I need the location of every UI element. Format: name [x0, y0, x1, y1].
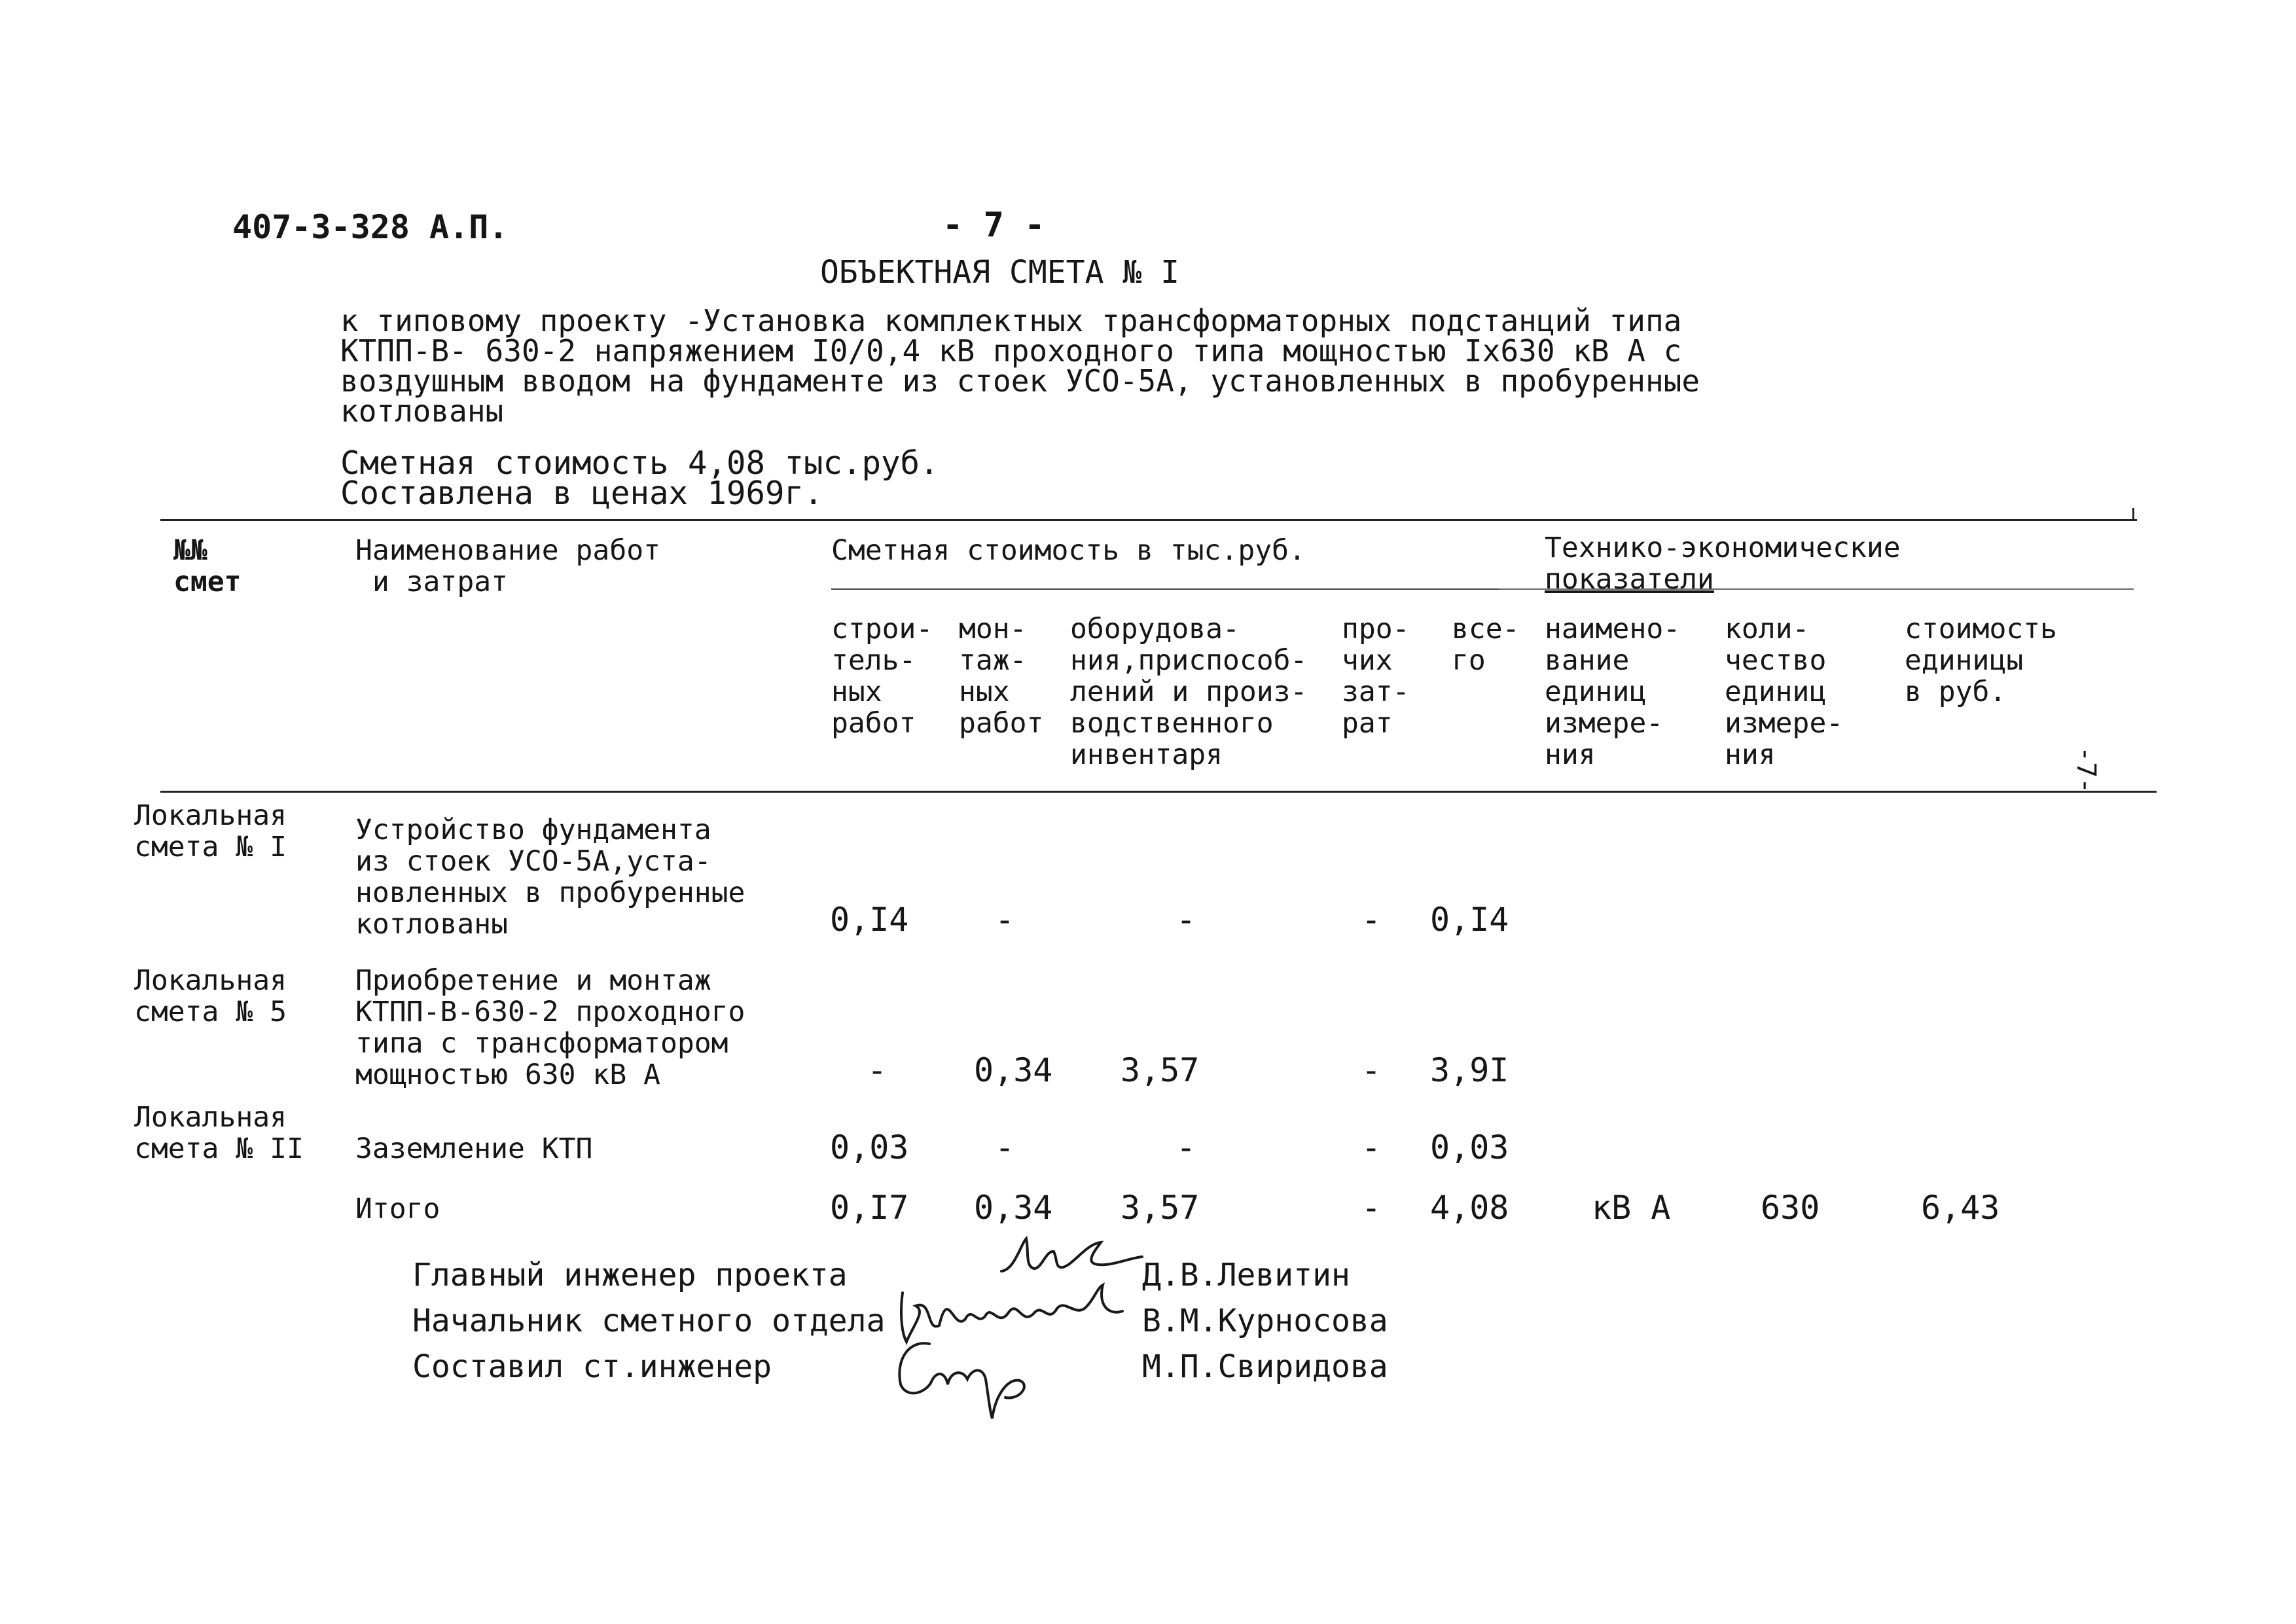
- estimated-cost: Сметная стоимость 4,08 тыс.руб.: [340, 444, 939, 482]
- cost-group-rule: [831, 588, 1499, 590]
- column-group-estimated-cost: Сметная стоимость в тыс.руб.: [831, 534, 1306, 567]
- cell-total: 4,08: [1430, 1189, 1509, 1227]
- signature-role: Начальник сметного отдела: [412, 1303, 886, 1339]
- signatory-name: В.М.Курносова: [1142, 1303, 1388, 1339]
- intro-line: котлованы: [340, 393, 504, 429]
- signatory-name: М.П.Свиридова: [1142, 1348, 1388, 1385]
- row-work-name: Приобретение и монтаж КТПП-В-630-2 проходного типа с трансформатором мощностью 630 кВ А: [355, 964, 745, 1091]
- signature-names: [1142, 1252, 1388, 1390]
- cell-installation: 0,34: [974, 1051, 1053, 1089]
- column-header-construction: строи- тель- ных работ: [831, 613, 933, 740]
- row-estimate-label: Локальная смета № I: [134, 799, 287, 863]
- row-work-name: Заземление КТП: [355, 1132, 593, 1165]
- handwritten-signature-chief-engineer: [995, 1231, 1145, 1283]
- column-header-unit-quantity: коли- чество единиц измере- ния: [1725, 613, 1844, 771]
- row-estimate-label: Локальная смета № 5: [134, 964, 287, 1028]
- cell-other: -: [1361, 1128, 1382, 1166]
- margin-page-mark: -7-: [2071, 746, 2101, 794]
- column-group-tech-indicators: Технико-экономические показатели: [1545, 532, 1901, 596]
- signatory-name: Д.В.Левитин: [1142, 1257, 1350, 1293]
- page-number: - 7 -: [942, 206, 1045, 245]
- signature-roles: [412, 1252, 885, 1390]
- cell-construction: 0,I7: [830, 1189, 909, 1227]
- cell-equipment: -: [1176, 1128, 1196, 1166]
- table-top-rule-tick: [2132, 508, 2134, 521]
- cell-construction: 0,I4: [830, 901, 909, 939]
- cell-installation: 0,34: [974, 1189, 1053, 1227]
- column-header-equipment: оборудова- ния,приспособ- лений и произ- водственного инвентаря: [1070, 613, 1308, 771]
- row-estimate-label: Локальная смета № II: [134, 1101, 304, 1165]
- handwritten-signature-engineer: [890, 1332, 1041, 1424]
- cell-unit-name: кВ А: [1592, 1189, 1671, 1227]
- cell-construction: -: [867, 1051, 888, 1089]
- column-header-unit-name: наимено- вание единиц измере- ния: [1545, 613, 1681, 771]
- cell-construction: 0,03: [830, 1128, 909, 1166]
- intro-line: воздушным вводом на фундаменте из стоек УСО-5А, установленных в пробуренные: [340, 363, 1700, 399]
- document-title: ОБЪЕКТНАЯ СМЕТА № I: [820, 254, 1180, 291]
- cell-unit-quantity: 630: [1761, 1189, 1820, 1227]
- cell-total: 3,9I: [1430, 1051, 1509, 1089]
- column-header-estimate-number: №№ смет: [173, 534, 242, 598]
- signature-role: Составил ст.инженер: [412, 1348, 772, 1385]
- column-header-other-costs: про- чих зат- рат: [1342, 613, 1410, 740]
- cell-other: -: [1361, 901, 1382, 939]
- total-row-label: Итого: [355, 1193, 440, 1225]
- price-basis: Составлена в ценах 1969г.: [340, 475, 823, 512]
- cell-unit-cost: 6,43: [1921, 1189, 2000, 1227]
- cell-equipment: 3,57: [1121, 1051, 1200, 1089]
- cell-equipment: 3,57: [1121, 1189, 1200, 1227]
- intro-line: КТПП-В- 630-2 напряжением I0/0,4 кВ проходного типа мощностью Iх630 кВ А с: [340, 333, 1682, 369]
- column-header-total: все- го: [1452, 613, 1520, 677]
- table-top-rule: [160, 519, 2137, 521]
- header-bottom-rule: [160, 791, 2157, 793]
- cell-other: -: [1361, 1189, 1382, 1227]
- intro-text: [340, 303, 1700, 429]
- document-code: 407-3-328 А.П.: [232, 208, 509, 246]
- column-header-work-name: Наименование работ и затрат: [355, 534, 660, 598]
- cell-total: 0,I4: [1430, 901, 1509, 939]
- intro-line: к типовому проекту -Установка комплектных трансформаторных подстанций типа: [340, 303, 1682, 338]
- column-header-unit-cost: стоимость единицы в руб.: [1905, 613, 2057, 708]
- column-header-installation: мон- таж- ных работ: [959, 613, 1044, 740]
- row-work-name: Устройство фундамента из стоек УСО-5А,уста- новленных в пробуренные котлованы: [355, 814, 745, 941]
- signature-role: Главный инженер проекта: [412, 1257, 848, 1293]
- cell-equipment: -: [1176, 901, 1196, 939]
- cell-installation: -: [995, 901, 1015, 939]
- cell-installation: -: [995, 1128, 1015, 1166]
- cell-other: -: [1361, 1051, 1382, 1089]
- cell-total: 0,03: [1430, 1128, 1509, 1166]
